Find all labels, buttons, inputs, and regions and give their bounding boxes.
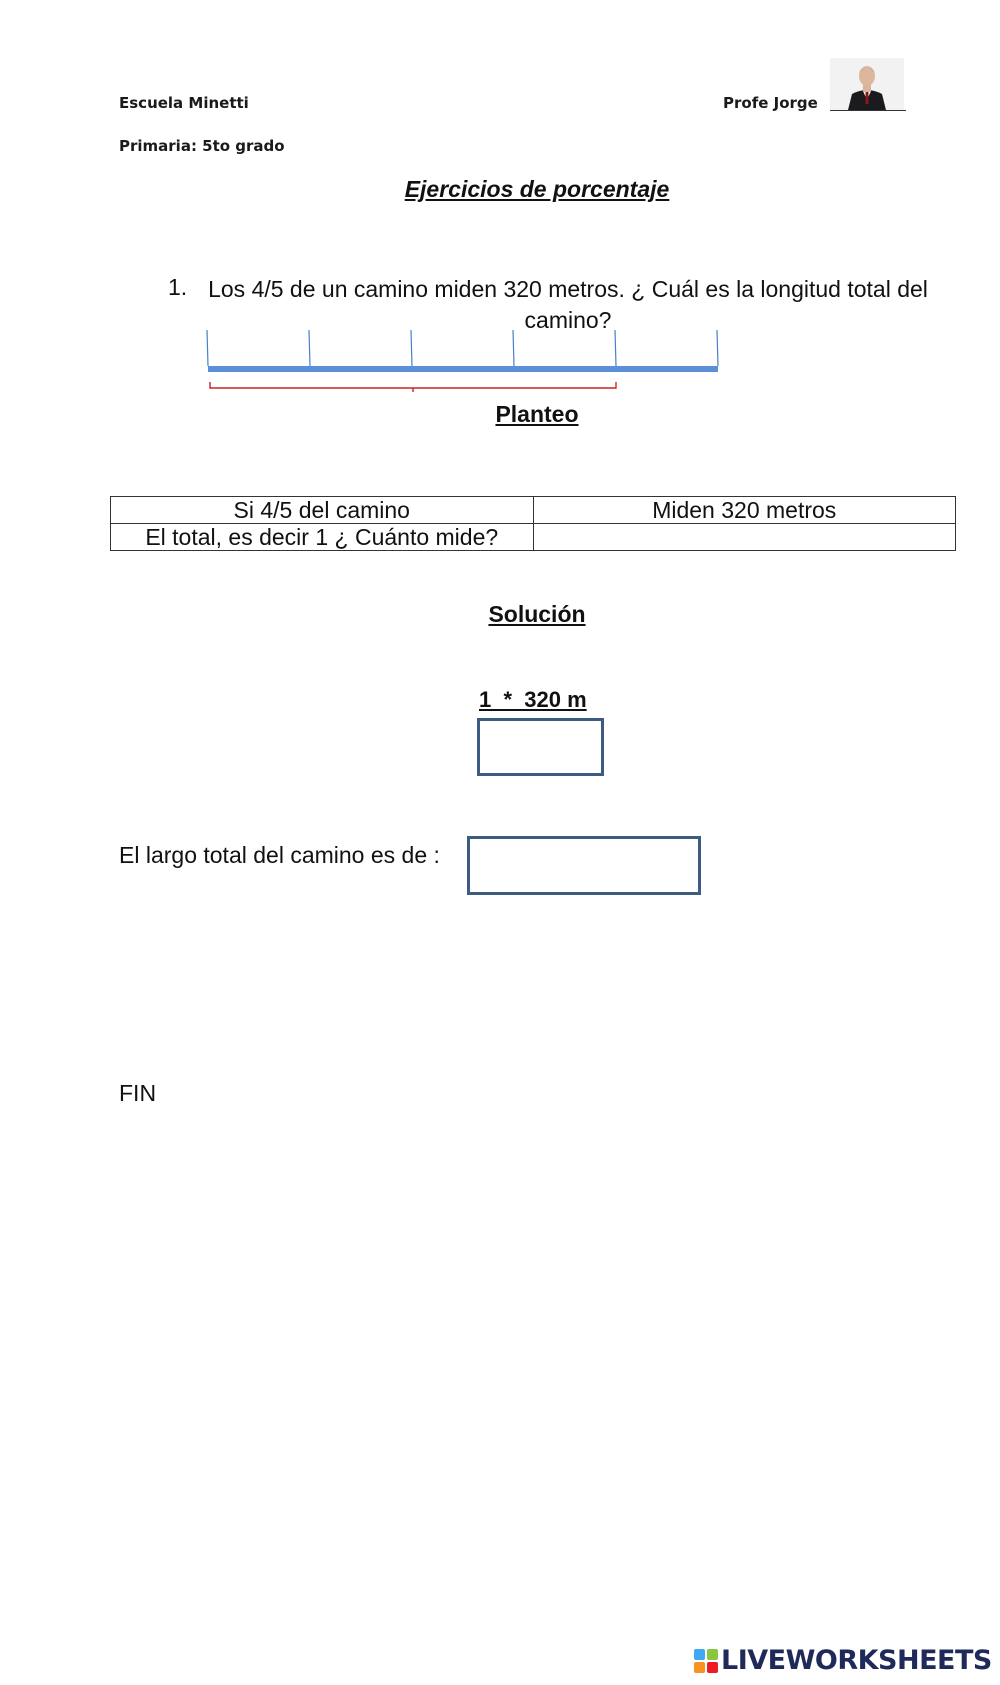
road-tick [717, 330, 718, 366]
table-cell: Si 4/5 del camino [111, 497, 534, 524]
worksheet-title: Ejercicios de porcentaje [404, 176, 670, 202]
table-cell: Miden 320 metros [533, 497, 956, 524]
road-diagram [200, 320, 730, 400]
planteo-heading: Planteo [495, 401, 579, 427]
teacher-name: Profe Jorge [723, 94, 818, 112]
road-tick [207, 330, 208, 366]
planteo-table [110, 496, 956, 551]
teacher-photo [830, 58, 904, 110]
road-tick [615, 330, 616, 366]
total-length-label: El largo total del camino es de : [119, 842, 440, 868]
question-number: 1. [168, 274, 188, 300]
school-name: Escuela Minetti [119, 94, 249, 112]
solucion-heading: Solución [488, 601, 586, 627]
formula-answer-box[interactable] [477, 718, 604, 776]
road-bar [208, 366, 718, 372]
four-fifths-brace [210, 382, 616, 392]
liveworksheets-icon [694, 1649, 718, 1673]
table-row [111, 524, 956, 551]
total-length-answer-box[interactable] [467, 836, 701, 895]
road-tick [411, 330, 412, 366]
liveworksheets-brand: LIVEWORKSHEETS [721, 1645, 992, 1676]
table-row [111, 497, 956, 524]
road-tick [309, 330, 310, 366]
photo-underline [830, 110, 906, 111]
grade-label: Primaria: 5to grado [119, 137, 285, 155]
formula-text: 1 * 320 m [479, 687, 587, 712]
end-label: FIN [119, 1080, 157, 1106]
question-text: Los 4/5 de un camino miden 320 metros. ¿ Cuál es la longitud total del camino? [208, 276, 928, 333]
table-cell [533, 524, 956, 551]
road-ticks [207, 330, 718, 366]
liveworksheets-logo [694, 1647, 992, 1675]
road-tick [513, 330, 514, 366]
table-cell: El total, es decir 1 ¿ Cuánto mide? [111, 524, 534, 551]
person-icon [830, 58, 904, 110]
